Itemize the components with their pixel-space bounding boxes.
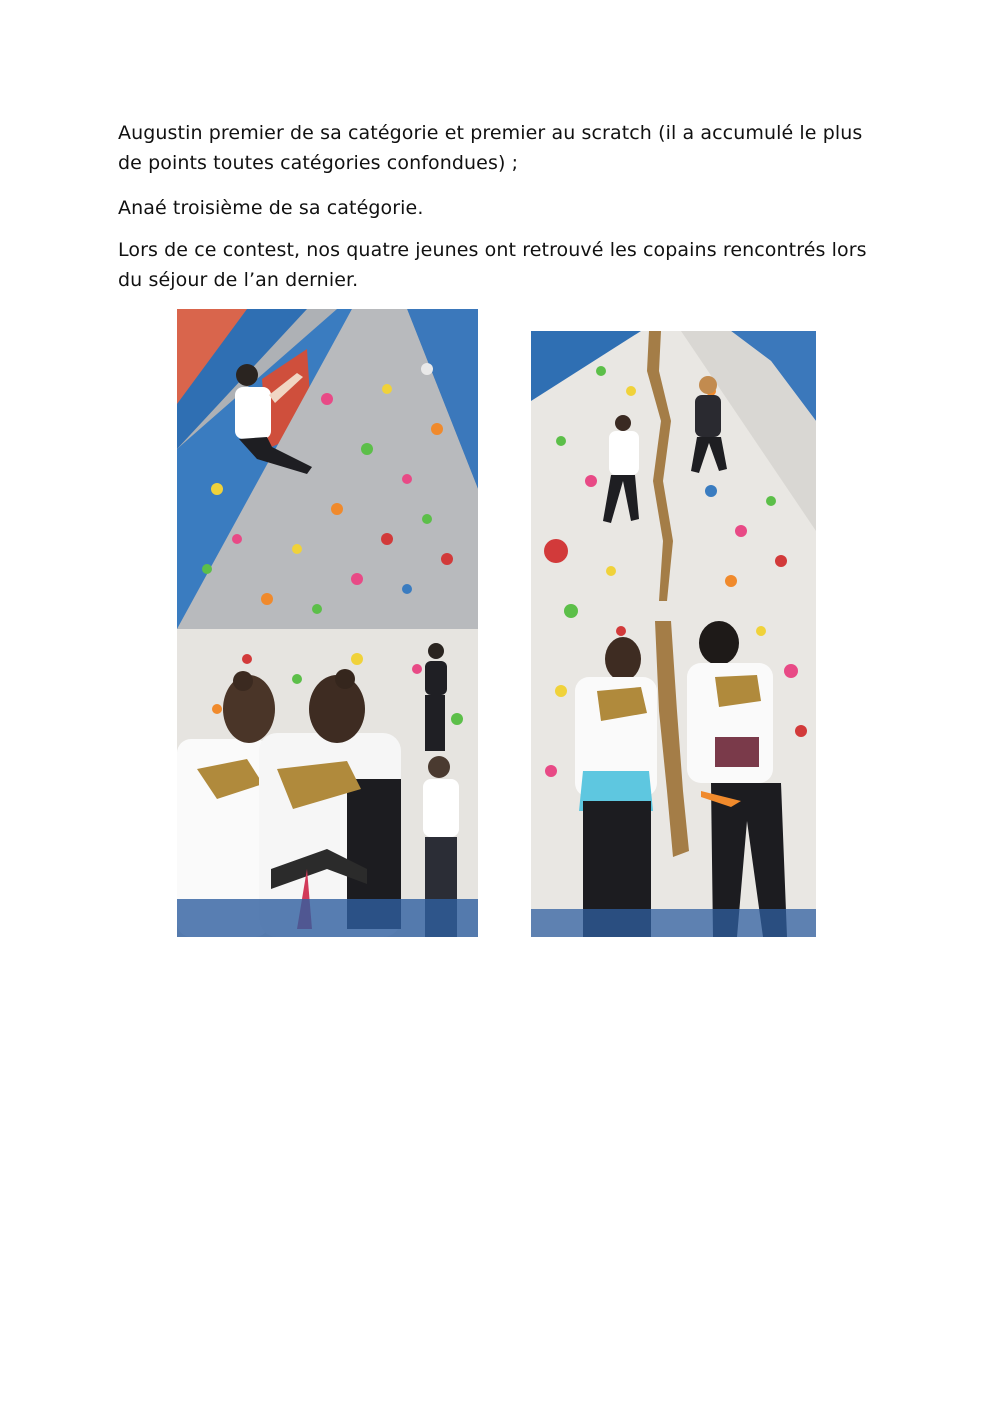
- paragraph-results-augustin: Augustin premier de sa catégorie et premier au scratch (il a accumulé le plus de points toutes catégories confondues) ;: [118, 122, 863, 174]
- climbing-photo-left: [177, 309, 478, 937]
- paragraph-contest-friends: Lors de ce contest, nos quatre jeunes ont retrouvé les copains rencontrés lors du séjour de l’an dernier.: [118, 239, 867, 291]
- floor-mat: [177, 899, 478, 937]
- belayer-left: [575, 637, 657, 937]
- climbing-wall-scene-right: [531, 331, 816, 937]
- paragraph-results-anae: Anaé troisième de sa catégorie.: [118, 197, 424, 219]
- climbing-photo-right: [531, 331, 816, 937]
- climbing-wall-scene-left: [177, 309, 478, 937]
- floor-mat: [531, 909, 816, 937]
